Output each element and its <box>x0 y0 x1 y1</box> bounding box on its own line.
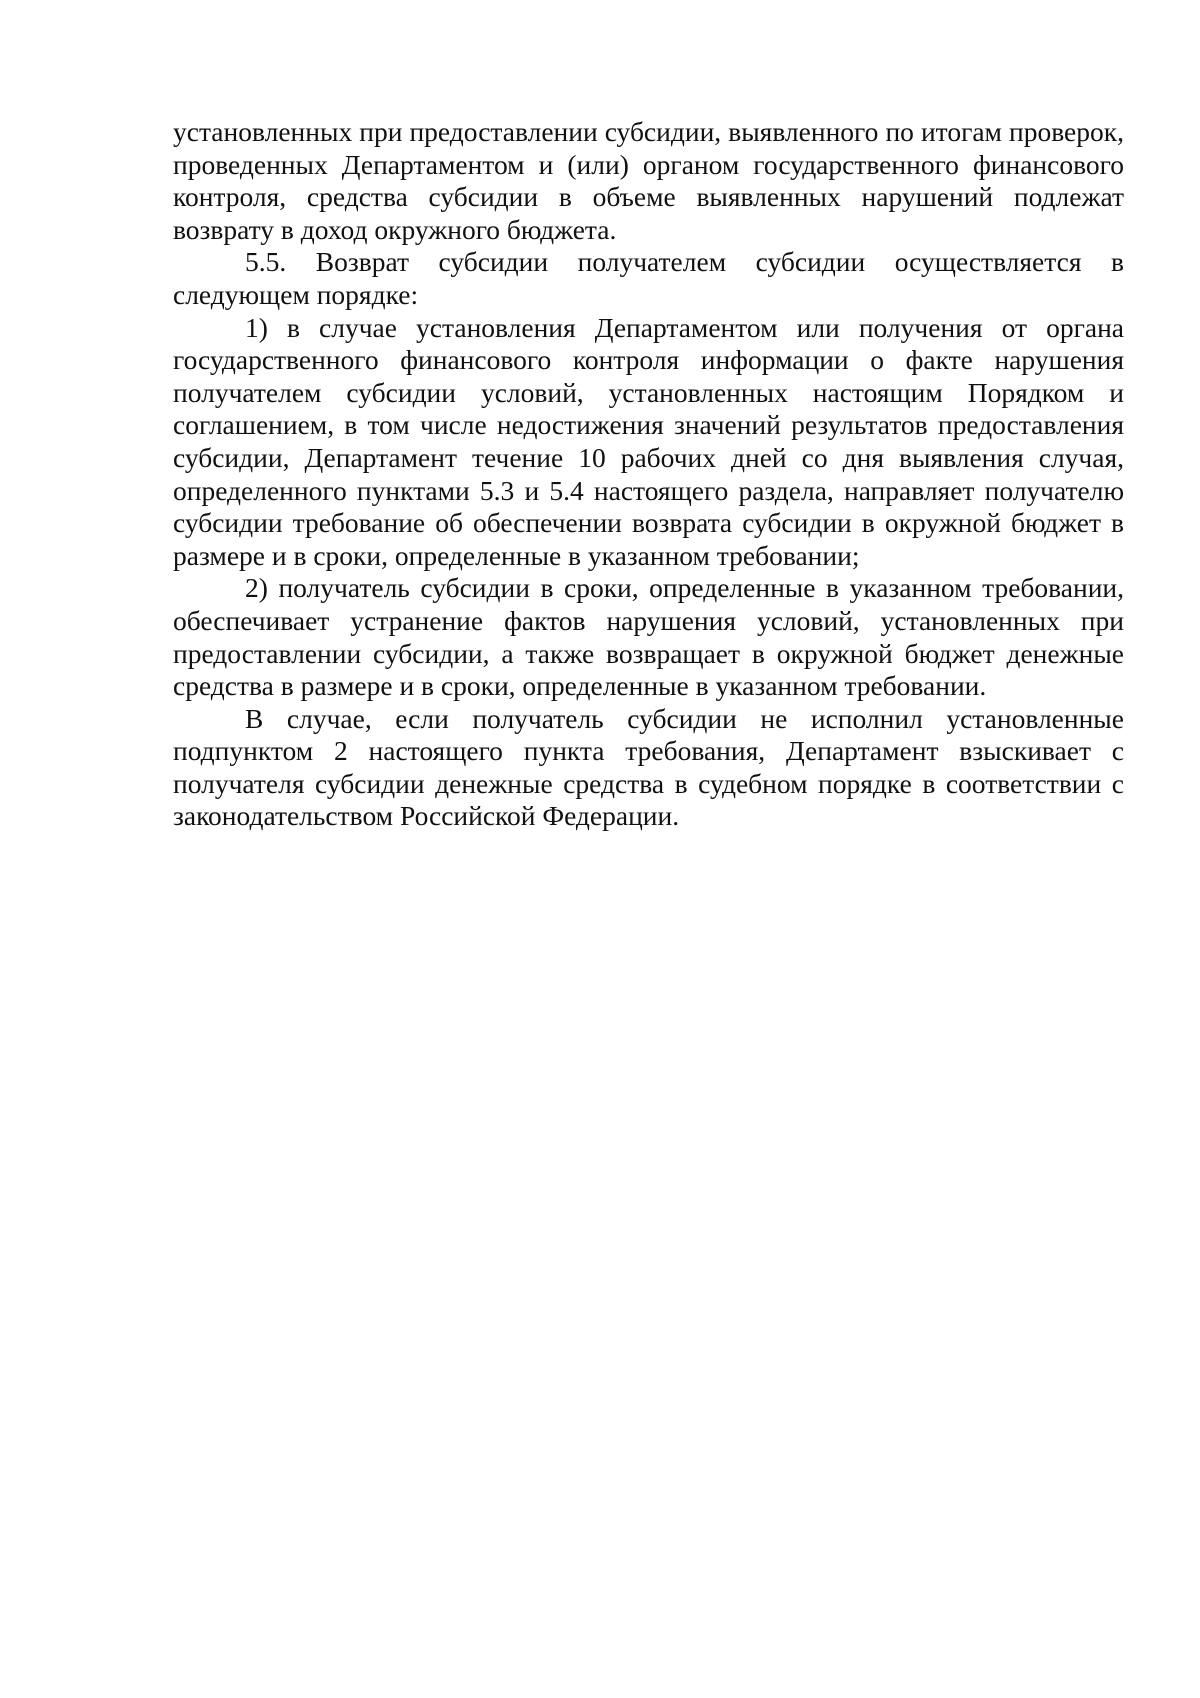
paragraph-continuation: установленных при предоставлении субсидии, выявленного по итогам проверок, проведенных Департаментом и (или) органом государственного финансового контроля, средства субсидии в объеме выявленных нарушений подлежат возврату в доход окружного бюджета. <box>173 116 1124 245</box>
document-body <box>173 116 1124 833</box>
paragraph-item-2: 2) получатель субсидии в сроки, определенные в указанном требовании, обеспечивает устранение фактов нарушения условий, установленных при предоставлении субсидии, а также возвращает в окружной бюджет денежные средства в размере и в сроки, определенные в указанном требовании. <box>173 572 1124 702</box>
paragraph-item-1: 1) в случае установления Департаментом или получения от органа государственного финансового контроля информации о факте нарушения получателем субсидии условий, установленных настоящим Порядком и соглашением, в том числе недостижения значений результатов предоставления субсидии, Департамент течение 10 рабочих дней со дня выявления случая, определенного пунктами 5.3 и 5.4 настоящего раздела, направляет получателю субсидии требование об обеспечении возврата субсидии в окружной бюджет в размере и в сроки, определенные в указанном требовании; <box>173 311 1124 571</box>
paragraph-recovery: В случае, если получатель субсидии не исполнил установленные подпунктом 2 настоящего пункта требования, Департамент взыскивает с получателя субсидии денежные средства в судебном порядке в соответствии с законодательством Российской Федерации. <box>173 702 1124 832</box>
paragraph-5-5: 5.5. Возврат субсидии получателем субсидии осуществляется в следующем порядке: <box>173 246 1124 310</box>
